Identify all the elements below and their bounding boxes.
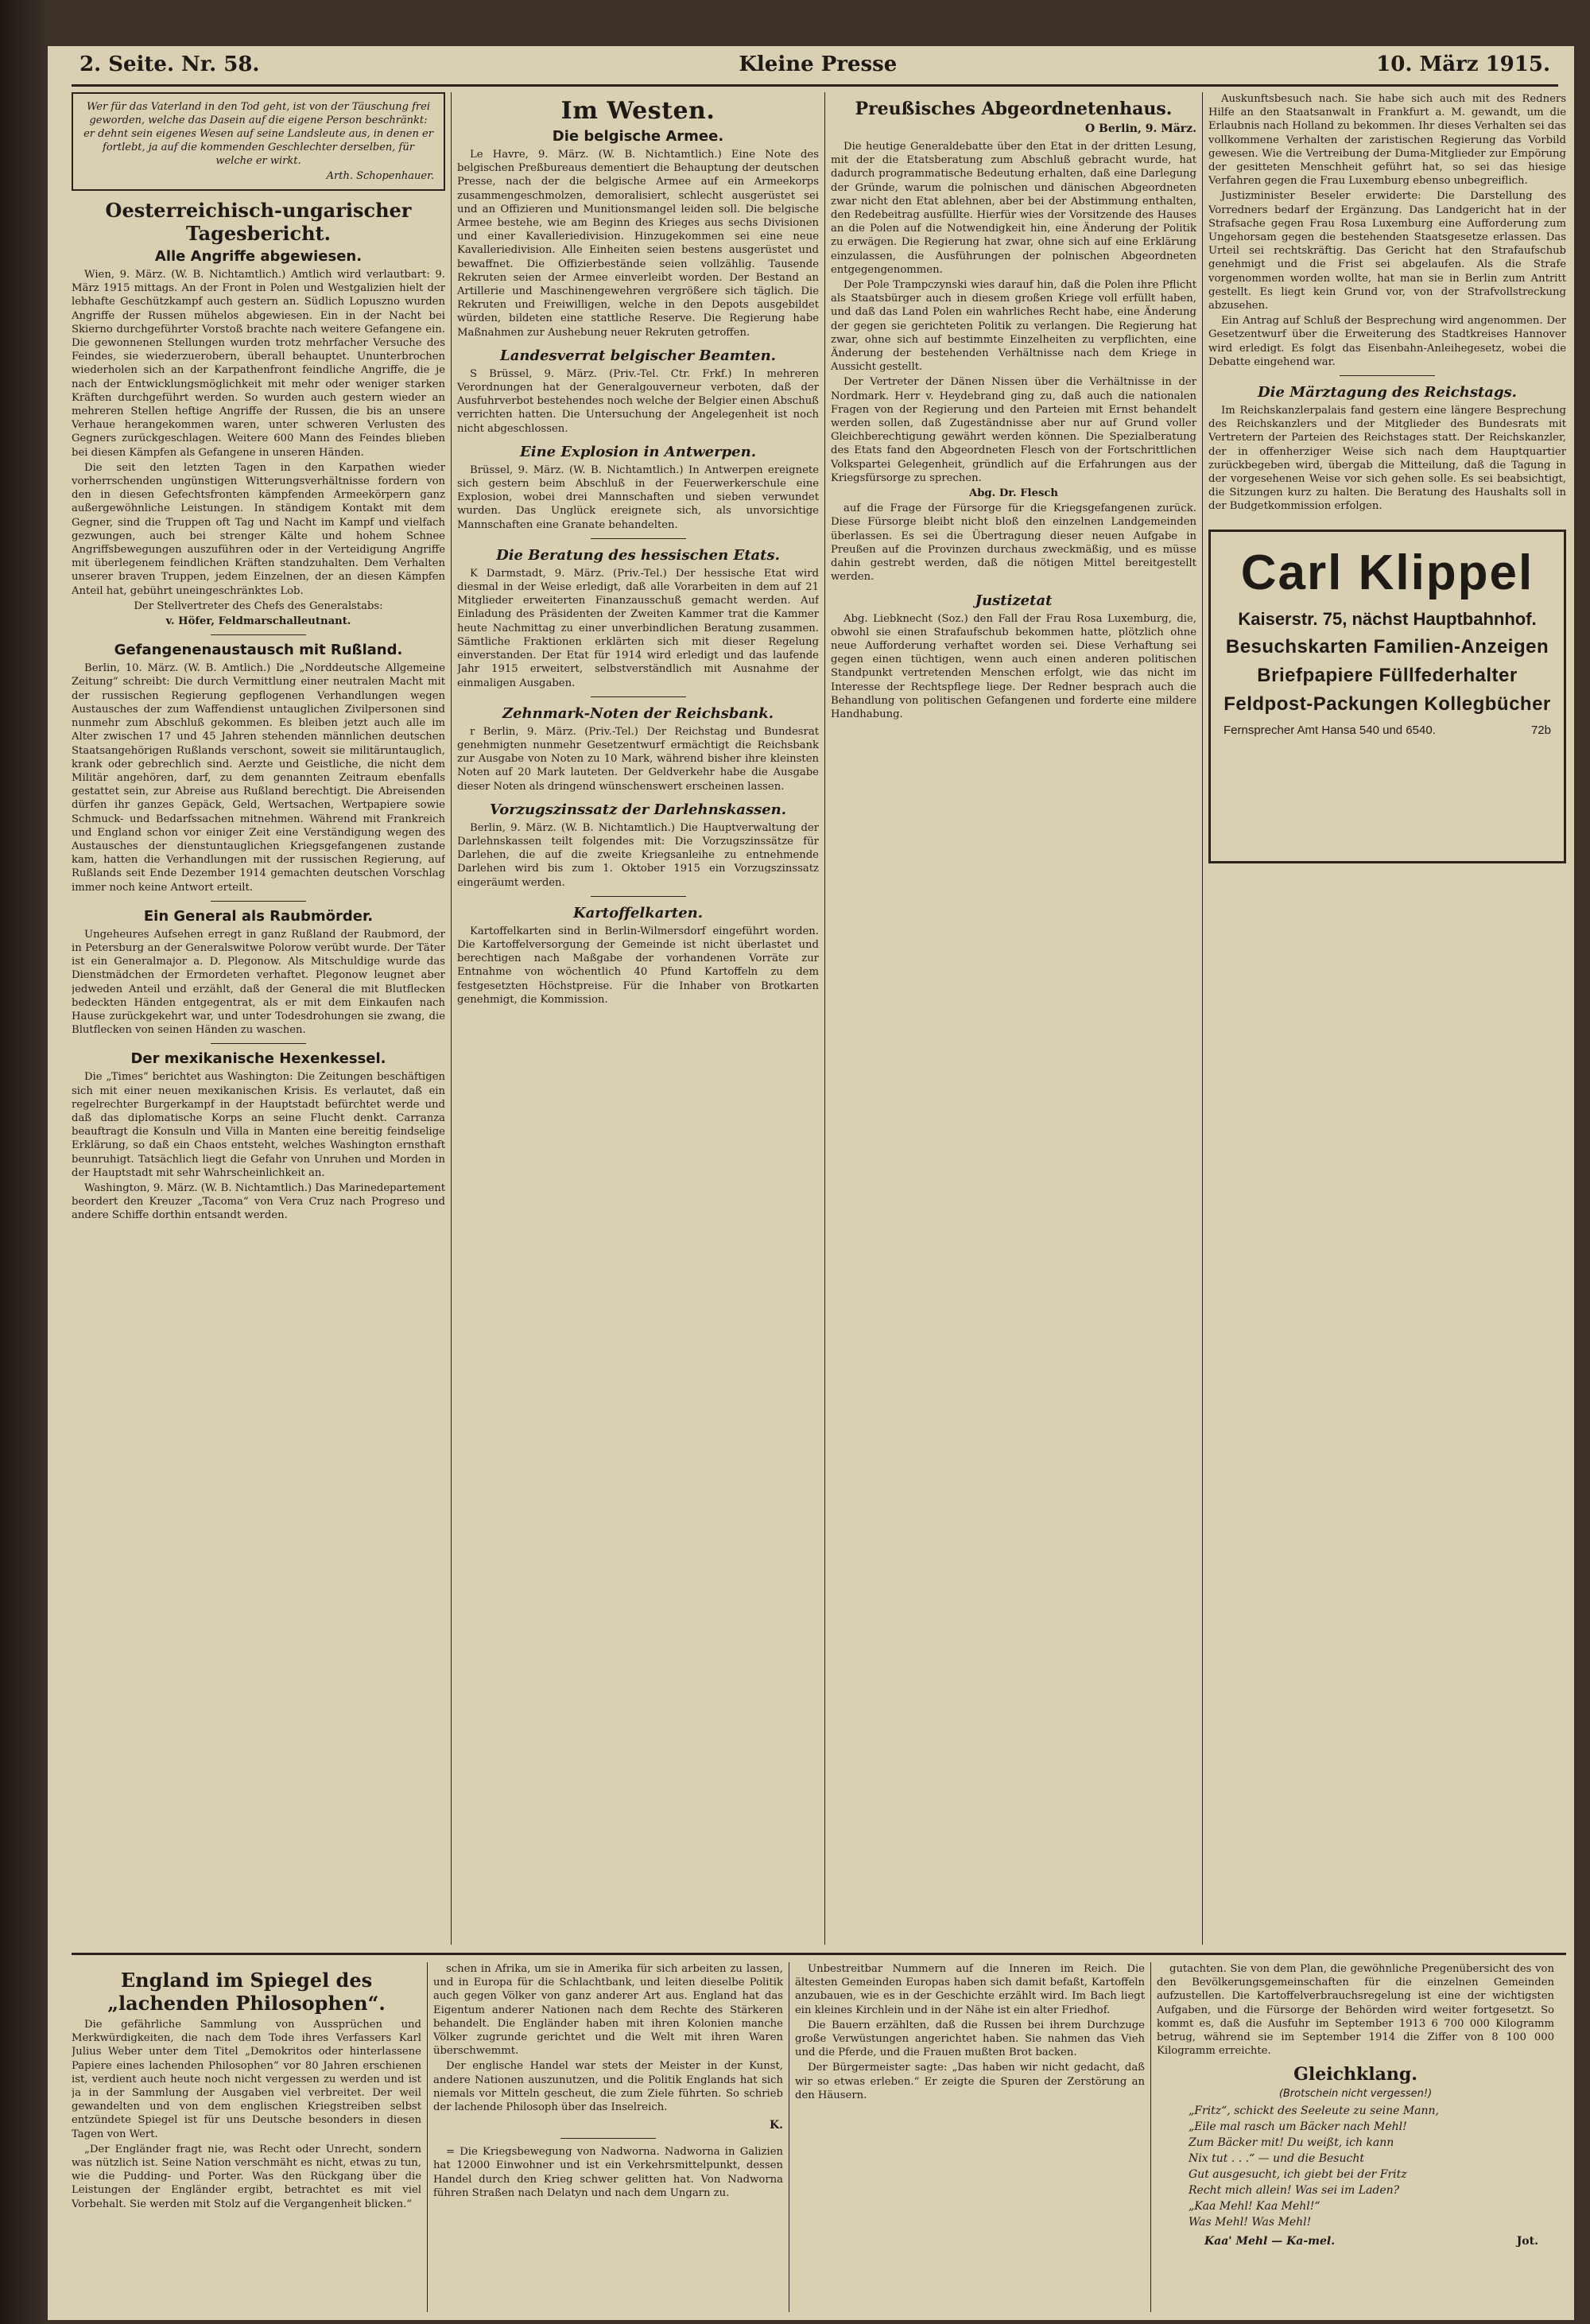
dateline: O Berlin, 9. März. [1084, 122, 1196, 135]
feuilleton-column-2 [433, 1962, 783, 2312]
poem-author: Jot. [1516, 2235, 1538, 2248]
quote-box [72, 92, 445, 191]
column-rule [1202, 92, 1203, 1945]
newspaper-title: Kleine Presse [739, 52, 898, 76]
article-paragraph: Berlin, 10. März. (W. B. Amtlich.) Die „Norddeutsche Allgemeine Zeitung“ schreibt: Die durch Vermittlung einer neutralen Macht mit der russischen Regierung gepflogenen Verhandlungen wegen Austausches der zum Waffendienst untauglichen Zivilpersonen sind nunmehr zum Abschluß gekommen. Es bleiben jetzt auch alle im Alter zwischen 17 und 45 Jahren stehenden männlichen deutschen Staatsangehörigen Rußlands verschont, soweit sie militäruntauglich, krank oder gebrechlich sind. Aerzte und Geistliche, die nicht dem Militär angehören, darf, zu dem genannten Zeitraum ebenfalls gestattet sein, zur Abreise aus Rußland berechtigt. Die Abreisenden dürfen ihr ganzes Gepäck, Geld, Wertsachen, Wertpapiere sowie Schmuck- und Bedarfssachen mitnehmen. Während mit Frankreich und England schon vor einiger Zeit eine Verständigung wegen des Austausches der dienstuntauglichen Kriegsgefangenen zustande kam, hatten die Verhandlungen mit der russischen Regierung, auf Rußlands seit Ende Dezember 1914 gemachten deutschen Vorschlag immer noch keine Antwort erteilt. [72, 662, 445, 894]
headline-tagesbericht: Oesterreichisch-ungarischer Tagesbericht. [105, 199, 412, 245]
masthead-rule [72, 84, 1558, 87]
ad-phone-row [1224, 724, 1551, 737]
feuilleton-rule [72, 1953, 1566, 1955]
signature-line: Der Stellvertreter des Chefs des Generalstabs: [134, 599, 383, 612]
section-divider [560, 2138, 656, 2139]
headline-gefangenenaustausch: Gefangenenaustausch mit Rußland. [114, 642, 403, 659]
headline-justizetat: Justizetat [975, 592, 1053, 609]
article-paragraph: Ungeheures Aufsehen erregt in ganz Rußland der Raubmord, der in Petersburg an der Generalswitwe Polorow verübt wurde. Der Täter ist ein Generalmajor a. D. Plegonow. Als Mitschuldige wurde das Dienstmädchen der Ermordeten verhaftet. Plegonow leugnet aber jedweden Anteil und erzählt, daß der General die mit Blutflecken bedeckten Händen entgegentrat, als er mit dem Einkaufen nach Hause zurückgekehrt war, und unter Todesdrohungen sie zwang, die Blutflecken von seinen Händen zu waschen. [72, 928, 445, 1037]
advertisement-carl-klippel [1208, 530, 1566, 863]
feuilleton-column-4 [1157, 1962, 1554, 2312]
article-paragraph: r Berlin, 9. März. (Priv.-Tel.) Der Reichstag und Bundesrat genehmigten nunmehr Gesetzentwurf ermächtigt die Reichsbank zur Ausgabe von Noten zu 10 Mark, während bisher ihre kleinsten Noten auf 20 Mark lauteten. Der Geldverkehr habe die Ausgabe dieser Noten als dringend wünschenswert erscheinen lassen. [457, 725, 819, 793]
section-divider [591, 896, 686, 897]
headline-vorzugszinssatz: Vorzugszinssatz der Darlehnskassen. [489, 801, 787, 818]
article-paragraph: gutachten. Sie von dem Plan, die gewöhnliche Pregenübersicht des von den Bevölkerungsgemeinschaften für die einzelnen Gemeinden aufzustellen. Die Kartoffelverbrauchsregelung ist eine der wichtigsten Aufgaben, und die Fürsorge der Behörden wird weiter fortgesetzt. So kommt es, daß die Ausfuhr im September 1913 6 700 000 Kilogramm betrug, während sie im September 1914 die Ziffer von 8 100 000 Kilogramm erreichte. [1157, 1963, 1554, 2058]
article-paragraph: Die „Times“ berichtet aus Washington: Die Zeitungen beschäftigen sich mit einer neuen mexikanischen Krisis. Es verlautet, daß ein regelrechter Burgerkampf in der Hauptstadt befürchtet werde und daß das diplomatische Korps an seine Flucht denkt. Carranza beauftragt die Konsuln und Villa in Manten eine bereitig feindselige Erklärung, so daß ein Chaos entsteht, welches Washington ernsthaft beunruhigt. Tatsächlich liegt die Gefahr von Unruhen und Morden in der Hauptstadt mit sehr Wahrscheinlichkeit an. [72, 1071, 445, 1179]
issue-date: 10. März 1915. [1376, 52, 1550, 76]
poem-signoff-row [1157, 2230, 1554, 2248]
quote-author: Arth. Schopenhauer. [326, 170, 434, 182]
article-paragraph: S Brüssel, 9. März. (Priv.-Tel. Ctr. Frkf.) In mehreren Verordnungen hat der Generalgouverneur verboten, daß der Ausfuhrverbot bestehendes noch welche der Belgier einen Abschuß verrichten hatten. Die Untersuchung der Angelegenheit ist noch nicht abgeschlossen. [457, 367, 819, 435]
article-paragraph: Brüssel, 9. März. (W. B. Nichtamtlich.) In Antwerpen ereignete sich gestern beim Abschluß in der Feuerwerkerschule eine Explosion, wobei drei Mannschaften und sieben verwundet wurden. Das Unglück ereignete sich, als unvorsichtige Mannschaften eine Granate behandelten. [457, 464, 819, 531]
article-paragraph: Kartoffelkarten sind in Berlin-Wilmersdorf eingeführt worden. Die Kartoffelversorgung der Gemeinde ist nicht überlastet und berechtigen nach Maßgabe der vorhandenen Vorräte zur Entnahme von wöchentlich 40 Pfund Kartoffeln zu dem festgesetzten Höchstpreise. Für die Inhaber von Brotkarten genehmigt, die Kommission. [457, 925, 819, 1006]
headline-im-westen: Im Westen. [560, 97, 716, 125]
article-paragraph: Die seit den letzten Tagen in den Karpathen wieder vorherrschenden ungünstigen Witterungsverhältnisse fordern von den in diesen Gefechtsfronten kämpfenden Armeekörpern ganz außergewöhnliche Leistungen. In ständigem Kontakt mit dem Gegner, sind die Truppen oft Tag und Nacht im Kampf und vielfach gezwungen, auch bei strenger Kälte und hohem Schnee Angriffsbewegungen auszuführen oder in der Verteidigung Angriffe mit überlegenem feindlichen Kräften standzuhalten. Dem Verhalten unserer braven Truppen, jedem Einzelnen, der an diesen Kämpfen Anteil hat, gebührt uneingeschränktes Lob. [72, 461, 445, 597]
article-paragraph: Die gefährliche Sammlung von Aussprüchen und Merkwürdigkeiten, die nach dem Tode ihres Verfassers Karl Julius Weber unter dem Titel „Demokritos oder hinterlassene Papiere eines lachenden Philosophen“ vor 80 Jahren erschienen ist, verdient auch heute noch nicht vergessen zu werden und ist ja in der Sammlung der Ausgaben viel verbreitet. Der weil gewandelten und von dem englischen Kriegstreiben selbst entzündete Spiegel ist für uns Deutsche besonders in diesen Tagen von Wert. [72, 2019, 421, 2140]
section-divider [211, 901, 306, 902]
ad-products-line: Briefpapiere Füllfederhalter [1257, 664, 1518, 686]
article-paragraph: Der Vertreter der Dänen Nissen über die Verhältnisse in der Nordmark. Herr v. Heydebrand ging zu, daß auch die nationalen Fragen von der Regierung und den Parteien mit Ernst behandelt werden sollen, daß Zugeständnisse aber nur auf Grund voller Gleichberechtigung gewährt werden können. Die Spezialberatung des Etats fand den Abgeordneten Flesch von der Fortschrittlichen Volkspartei Gelegenheit, gründlich auf die Erfahrungen aus der Kriegsfürsorge zu sprechen. [831, 376, 1196, 484]
article-paragraph: Le Havre, 9. März. (W. B. Nichtamtlich.) Eine Note des belgischen Preßbureaus dementiert die Behauptung der deutschen Presse, nach der die belgische Armee auf ein Armeekorps zusammengeschmolzen, demoralisiert, schlecht ausgerüstet sei und an Offizieren und Munitionsmangel leiden soll. Die belgische Armee bestehe, wie am Beginn des Krieges aus sechs Divisionen und einer Kavalleriedivision. Hinzugekommen sei eine neue Kavalleriedivision. Alle Einheiten seien bestens ausgerüstet und bewaffnet. Die Offizierbestände seien vollzählig. Tausende Rekruten seien der Armee einverleibt worden. Der Bestand an Artillerie und Maschinengewehren vergrößere sich täglich. Die Rekruten und Freiwilligen, welche in den Depots ausgebildet würden, bildeten eine stattliche Reserve. Die Regierung habe Maßnahmen zur Aushebung neuer Rekruten getroffen. [457, 149, 819, 339]
poem-line: Zum Bäcker mit! Du weißt, ich kann [1189, 2136, 1394, 2150]
feuilleton-column-1 [72, 1962, 421, 2312]
poem-punchline: Kaa' Mehl — Ka-mel. [1204, 2235, 1336, 2248]
ad-phone: Fernsprecher Amt Hansa 540 und 6540. [1224, 723, 1436, 737]
ad-address: Kaiserstr. 75, nächst Hauptbahnhof. [1238, 608, 1537, 629]
article-paragraph: schen in Afrika, um sie in Amerika für sich arbeiten zu lassen, und in Europa für die Schlachtbank, und leiten dieselbe Politik auch gegen Völker von ganz anderer Art aus. England hat das Eigentum anderer Nationen nach dem Rechte des Stärkeren behandelt. Die Engländer haben mit ihren Kolonien manche Völker zugrunde gerichtet und die Welt mit ihren Waren überschwemmt. [433, 1963, 783, 2058]
article-paragraph: Die Bauern erzählten, daß die Russen bei ihrem Durchzuge große Verwüstungen angerichtet haben. Sie nahmen das Vieh und die Pferde, und die Frauen mußten Brot backen. [795, 2019, 1145, 2059]
article-paragraph: Wien, 9. März. (W. B. Nichtamtlich.) Amtlich wird verlautbart: 9. März 1915 mittags. An der Front in Polen und Westgalizien hielt der lebhafte Geschützkampf auch gestern an. Südlich Lopuszno wurden Angriffe der Russen mühelos abgewiesen. Ein in der Nacht bei Skierno durchgeführter Vorstoß brachte nach weitere Gefangene ein. Die gewonnenen Stellungen wurden trotz mehrfacher Versuche des Feindes, sie wiederzuerobern, überall behauptet. Ununterbrochen wiederholen sich an der Karpathenfront feindliche Angriffe, die je nach der Entwicklungsmöglichkeit mit mehr oder weniger starken Kräften durchgeführt werden. So wurden auch gestern wieder an mehreren Stellen heftige Angriffe der Russen, die bis an unsere Verhaue herangekommen waren, unter schweren Verlusten des Gegners zurückgeschlagen. Weitere 600 Mann des Feindes blieben bei diesen Kämpfen als Gefangene in unseren Händen. [72, 269, 445, 459]
headline-kartoffelkarten: Kartoffelkarten. [572, 904, 704, 921]
ad-products-line: Feldpost-Packungen Kollegbücher [1224, 693, 1551, 715]
headline-explosion: Eine Explosion in Antwerpen. [520, 443, 756, 460]
article-paragraph: „Der Engländer fragt nie, was Recht oder Unrecht, sondern was nützlich ist. Seine Nation verschmäht es nicht, etwas zu tun, wie die Pudding- und Porter. Was den Rückgang über die Leistungen der Engländer ergibt, betrachtet es mit viel Vorbehalt. Sie werden mit Stolz auf die Vergangenheit blicken.“ [72, 2143, 421, 2210]
ad-company-name: Carl Klippel [1240, 545, 1534, 600]
article-paragraph: Washington, 9. März. (W. B. Nichtamtlich.) Das Marinedepartement beordert den Kreuzer „Tacoma“ von Vera Cruz nach Progreso und andere Schiffe dorthin entsandt werden. [72, 1181, 445, 1222]
column-4 [1208, 92, 1566, 1945]
column-rule [451, 92, 452, 1945]
headline-abgeordnetenhaus: Preußisches Abgeordnetenhaus. [855, 99, 1173, 119]
headline-zehnmark-noten: Zehnmark-Noten der Reichsbank. [502, 704, 774, 722]
poem-line: „Fritz“, schickt des Seeleute zu seine Mann, [1189, 2105, 1440, 2118]
column-3 [831, 92, 1196, 1945]
subheadline-brotschein: (Brotschein nicht vergessen!) [1278, 2088, 1433, 2101]
scan-top-border [0, 0, 1590, 46]
headline-hessischer-etat: Die Beratung des hessischen Etats. [496, 546, 780, 564]
column-2 [457, 92, 819, 1945]
page-number: 2. Seite. Nr. 58. [80, 52, 260, 76]
scan-left-border [0, 0, 48, 2324]
ad-ref: 72b [1530, 723, 1551, 737]
article-paragraph: Abg. Liebknecht (Soz.) den Fall der Frau Rosa Luxemburg, die, obwohl sie einen Strafaufschub bekommen hatte, plötzlich ohne neue Aufforderung verhaftet worden sei. Diese Verhaftung sei gegen einen tüchtigen, wenn auch einen anderen politischen Standpunkt vertretenden Menschen erfolgt, wie das nicht im Interesse der Rechtspflege liege. Der Redner besprach auch die Behandlung von politischen Gefangenen und forderte eine mildere Handhabung. [831, 612, 1196, 720]
poem-line: Was Mehl! Was Mehl! [1189, 2216, 1312, 2229]
article-paragraph: Berlin, 9. März. (W. B. Nichtamtlich.) Die Hauptverwaltung der Darlehnskassen teilt folgendes mit: Die Vorzugszinssätze für Darlehen, die auf die zweite Kriegsanleihe zu entnehmende Darlehen wird bis zum 1. Oktober 1915 ein Vorzugszinssatz eingeräumt werden. [457, 821, 819, 889]
column-rule [427, 1962, 428, 2312]
section-divider [591, 538, 686, 539]
quote-text: Wer für das Vaterland in den Tod geht, ist von der Täuschung frei geworden, welche das Dasein auf die eigene Person beschränkt: er dehnt sein eigenes Wesen auf seine Landsleute aus, in denen er fortlebt, ja auf die kommenden Geschlechter derselben, für welche er wirkt. [83, 101, 433, 167]
article-paragraph: Der Bürgermeister sagte: „Das haben wir nicht gedacht, daß wir so etwas erleben.“ Er zeigte die Spuren der Zerstörung an den Häusern. [795, 2062, 1145, 2101]
ad-products-line: Besuchskarten Familien-Anzeigen [1225, 635, 1549, 658]
headline-general-raubmoerder: Ein General als Raubmörder. [143, 907, 374, 925]
section-divider [211, 634, 306, 635]
speaker-label: Abg. Dr. Flesch [968, 487, 1058, 500]
poem-line: Gut ausgesucht, ich giebt bei der Fritz [1189, 2168, 1407, 2182]
section-divider [211, 1043, 306, 1044]
poem-line: „Kaa Mehl! Kaa Mehl!“ [1189, 2200, 1320, 2213]
section-divider [591, 696, 686, 697]
article-paragraph: Auskunftsbesuch nach. Sie habe sich auch mit des Redners Hilfe an den Staatsanwalt in Frankfurt a. M. gewandt, um die Erlaubnis nach Holland zu bekommen. Ihr dieses Verhalten sei das vollkommene Verhalten der zaristischen Regierung das Vorbild gewesen. Wie die Vertreibung der Duma-Mitglieder zur Empörung der gesitteten Menschheit geführt hat, so sei das hiesige Verfahren gegen die Frau Luxemburg ebenso unbegreiflich. [1208, 93, 1566, 188]
newspaper-page [48, 46, 1574, 2320]
subheadline-angriffe: Alle Angriffe abgewiesen. [154, 248, 363, 265]
headline-england-spiegel: England im Spiegel des „lachenden Philosophen“. [107, 1969, 386, 2015]
article-signoff: K. [769, 2119, 783, 2132]
section-divider [1340, 375, 1435, 376]
article-paragraph: = Die Kriegsbewegung von Nadworna. Nadworna in Galizien hat 12000 Einwohner und ist ein Verkehrsmittelpunkt, dessen Handel durch den Krieg schwer gelitten hat. Von Nadworna führen Straßen nach Delatyn und nach dem Ungarn zu. [433, 2146, 783, 2199]
column-rule [824, 92, 825, 1945]
article-paragraph: Unbestreitbar Nummern auf die Inneren im Reich. Die ältesten Gemeinden Europas haben sich damit befaßt, Kartoffeln anzubauen, wie es in der Geschichte erzählt wird. Im Bach liegt ein kleines Kirchlein und in der Nähe ist ein alter Friedhof. [795, 1963, 1145, 2016]
subheadline-belgische-armee: Die belgische Armee. [552, 128, 724, 145]
headline-maerztagung: Die Märztagung des Reichstags. [1258, 384, 1517, 402]
article-paragraph: Justizminister Beseler erwiderte: Die Darstellung des Vorredners bedarf der Ergänzung. Das Landgericht hat in der Strafsache gegen Frau Rosa Luxemburg eine Aufforderung zum Ungehorsam gegen die bestehenden Staatsgesetze erlassen. Das Urteil sei rechtskräftig. Das Gericht hat den Strafaufschub genehmigt und die Frist sei abgelaufen. Als die Strafe vorgenommen worden wollte, hat man sie in Berlin zum Antritt gestellt. Es liegt kein Grund vor, von der Strafvollstreckung abzusehen. [1208, 190, 1566, 312]
article-paragraph: K Darmstadt, 9. März. (Priv.-Tel.) Der hessische Etat wird diesmal in der Weise erledigt, daß alle Vorarbeiten in dem auf 21 Mitglieder erweiterten Finanzausschuß gemacht werden. Auf Einladung des Präsidenten der Zweiten Kammer trat die Kammer heute Nachmittag zu einer unverbindlichen Beratung zusammen. Sämtliche Fraktionen erklärten sich mit dieser Regelung einverstanden. Der Etat für 1914 wird erledigt und das laufende Jahr 1915 erweitert, selbstverständlich mit Ausnahme der einmaligen Ausgaben. [457, 567, 819, 689]
column-rule [1150, 1962, 1151, 2312]
headline-gleichklang: Gleichklang. [1293, 2064, 1417, 2085]
column-1 [72, 92, 445, 1945]
article-paragraph: auf die Frage der Fürsorge für die Kriegsgefangenen zurück. Diese Fürsorge bleibt nicht bloß den einzelnen Landgemeinden überlassen. Es sei die Übertragung dieser neuen Aufgabe in Preußen auf die Provinzen durchaus zweckmäßig, und es müsse dahin gestrebt werden, daß die nötigen Mittel bereitgestellt werden. [831, 502, 1196, 584]
poem-line: „Eile mal rasch um Bäcker nach Mehl! [1189, 2120, 1407, 2134]
article-paragraph: Der englische Handel war stets der Meister in der Kunst, andere Nationen auszunutzen, und die Politik Englands hat sich niemals vor Mitteln gescheut, die zum Ziele führten. So schrieb der lachende Philosoph über das Inselreich. [433, 2060, 783, 2114]
signature-name: v. Höfer, Feldmarschalleutnant. [165, 615, 351, 628]
poem-line: Nix tut . . .“ — und die Besucht [1189, 2152, 1364, 2166]
feuilleton-column-3 [795, 1962, 1145, 2312]
article-paragraph: Die heutige Generaldebatte über den Etat in der dritten Lesung, mit der die Etatsberatung zum Abschluß gebracht wurde, hat dadurch programmatische Bedeutung erhalten, daß eine Darlegung der Gründe, warum die polnischen und dänischen Abgeordneten zwar nicht den Etat ablehnen, aber bei der Abstimmung enthalten, den Redebeitrag ausfüllte. Hierfür wies der Vorsitzende des Hauses an die Polen auf die Notwendigkeit hin, eine Änderung der Politik zu erwägen. Die Regierung hat zwar, ohne sich auf eine Erklärung einzulassen, die Ausführungen der polnischen Abgeordneten entgegengenommen. [831, 141, 1196, 276]
poem [1157, 2103, 1554, 2230]
headline-mexikanischer-hexenkessel: Der mexikanische Hexenkessel. [130, 1050, 386, 1068]
poem-line: Recht mich allein! Was sei im Laden? [1189, 2184, 1400, 2198]
masthead [48, 46, 1574, 83]
headline-landesverrat: Landesverrat belgischer Beamten. [500, 347, 776, 364]
article-paragraph: Ein Antrag auf Schluß der Besprechung wird angenommen. Der Gesetzentwurf über die Erweiterung des Stadtkreises Hannover wird erledigt. Es folgt das Eisenbahn-Anleihegesetz, wobei die Debatte eingehend war. [1208, 315, 1566, 368]
article-paragraph: Im Reichskanzlerpalais fand gestern eine längere Besprechung des Reichskanzlers und der Mitglieder des Bundesrats mit Vertretern der Parteien des Reichstages statt. Der Reichskanzler, der in offenherziger Weise sich nach dem Hauptquartier zurückbegeben wird, übergab die Mitteilung, daß die Tagung in der vorgesehenen Weise vor sich gehen solle. Es sei beabsichtigt, die Sitzungen kurz zu halten. Die Beratung des Haushalts soll in der Budgetkommission erfolgen. [1208, 405, 1566, 513]
article-paragraph: Der Pole Trampczynski wies darauf hin, daß die Polen ihre Pflicht als Staatsbürger auch in diesem großen Kriege voll erfüllt haben, und daß das Land Polen ein wahrliches Recht habe, eine Änderung der gegen sie gerichteten Politik zu verlangen. Die Regierung hat zwar, ohne sich auf bestimmte Einzelheiten zu verpflichten, eine Änderung der bestehenden Verhältnisse nach dem Kriege in Aussicht gestellt. [831, 279, 1196, 374]
